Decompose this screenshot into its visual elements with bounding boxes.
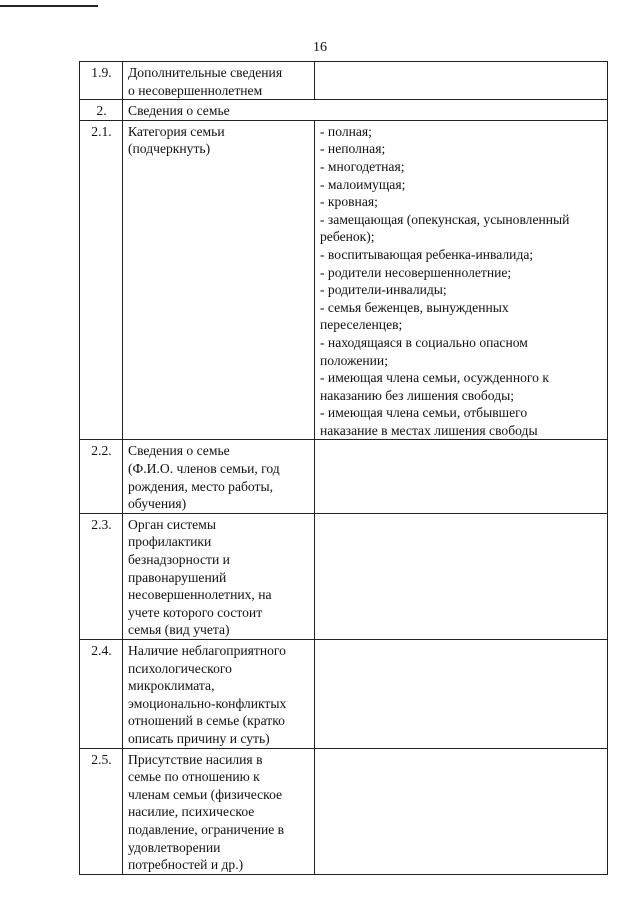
label-line: Сведения о семье xyxy=(128,103,230,119)
label-line: Категория семьи xyxy=(128,123,225,139)
label-line: обучения) xyxy=(128,496,187,512)
category-option: - семья беженцев, вынужденных xyxy=(320,299,509,315)
label-line: членам семьи (физическое xyxy=(128,786,283,802)
category-option: - многодетная; xyxy=(320,158,405,174)
category-option: - родители несовершеннолетние; xyxy=(320,264,512,280)
page-number: 16 xyxy=(313,40,327,55)
label-line: удовлетворении xyxy=(128,839,221,855)
category-option: - неполная; xyxy=(320,141,386,157)
category-option: - имеющая члена семьи, осужденного к xyxy=(320,370,549,386)
row-label xyxy=(123,748,315,874)
row-label xyxy=(123,62,315,100)
row-number: 1.9. xyxy=(80,62,123,100)
row-number: 2.1. xyxy=(80,120,123,440)
label-line: отношений в семье (кратко xyxy=(128,713,285,729)
label-line: профилактики xyxy=(128,534,212,550)
row-label xyxy=(123,120,315,440)
category-option: - кровная; xyxy=(320,194,378,210)
category-option: наказанию без лишения свободы; xyxy=(320,387,515,403)
label-line: микроклимата, xyxy=(128,678,215,694)
table-row xyxy=(80,120,608,440)
label-line: несовершеннолетних, на xyxy=(128,587,272,603)
category-option: переселенцев; xyxy=(320,317,403,333)
label-line: подавление, ограничение в xyxy=(128,821,285,837)
table-row xyxy=(80,62,608,100)
label-line: правонарушений xyxy=(128,569,227,585)
label-line: семья (вид учета) xyxy=(128,622,230,638)
label-line: учете которого состоит xyxy=(128,604,263,620)
row-number: 2. xyxy=(80,100,123,121)
table-row xyxy=(80,640,608,749)
row-value xyxy=(315,748,608,874)
category-option: ребенок); xyxy=(320,229,375,245)
row-label xyxy=(123,100,608,121)
row-value xyxy=(315,513,608,639)
corner-mark-line xyxy=(0,5,98,7)
label-line: насилие, психическое xyxy=(128,804,255,820)
label-line: Орган системы xyxy=(128,516,216,532)
label-line: рождения, место работы, xyxy=(128,478,273,494)
label-line: семье по отношению к xyxy=(128,769,260,785)
label-line: безнадзорности и xyxy=(128,552,230,568)
row-label xyxy=(123,640,315,749)
row-number: 2.2. xyxy=(80,440,123,513)
row-value xyxy=(315,62,608,100)
label-line: Дополнительные сведения xyxy=(128,65,283,80)
category-option: наказание в местах лишения свободы xyxy=(320,422,538,438)
label-line: Сведения о семье xyxy=(128,443,230,459)
label-line: эмоционально-конфликтых xyxy=(128,695,287,711)
row-label xyxy=(123,440,315,513)
category-option: - полная; xyxy=(320,123,372,139)
table-row xyxy=(80,513,608,639)
row-value xyxy=(315,440,608,513)
category-option: - имеющая члена семьи, отбывшего xyxy=(320,405,528,421)
row-number: 2.4. xyxy=(80,640,123,749)
label-line: (подчеркнуть) xyxy=(128,141,211,157)
family-info-table xyxy=(79,61,608,875)
label-line: (Ф.И.О. членов семьи, год xyxy=(128,461,280,477)
row-value xyxy=(315,120,608,440)
row-label xyxy=(123,513,315,639)
label-line: о несовершеннолетнем xyxy=(128,82,263,98)
table-row xyxy=(80,748,608,874)
row-value xyxy=(315,640,608,749)
category-option: - замещающая (опекунская, усыновленный xyxy=(320,211,570,227)
category-option: - воспитывающая ребенка-инвалида; xyxy=(320,246,534,262)
table-row xyxy=(80,100,608,121)
category-option: - родители-инвалиды; xyxy=(320,282,447,298)
label-line: психологического xyxy=(128,660,232,676)
table-row xyxy=(80,440,608,513)
category-option: - находящаяся в социально опасном xyxy=(320,334,528,350)
label-line: описать причину и суть) xyxy=(128,730,270,746)
category-option: положении; xyxy=(320,352,388,368)
label-line: Наличие неблагоприятного xyxy=(128,643,286,658)
label-line: потребностей и др.) xyxy=(128,857,244,873)
category-option: - малоимущая; xyxy=(320,176,406,192)
row-number: 2.5. xyxy=(80,748,123,874)
label-line: Присутствие насилия в xyxy=(128,751,263,767)
row-number: 2.3. xyxy=(80,513,123,639)
